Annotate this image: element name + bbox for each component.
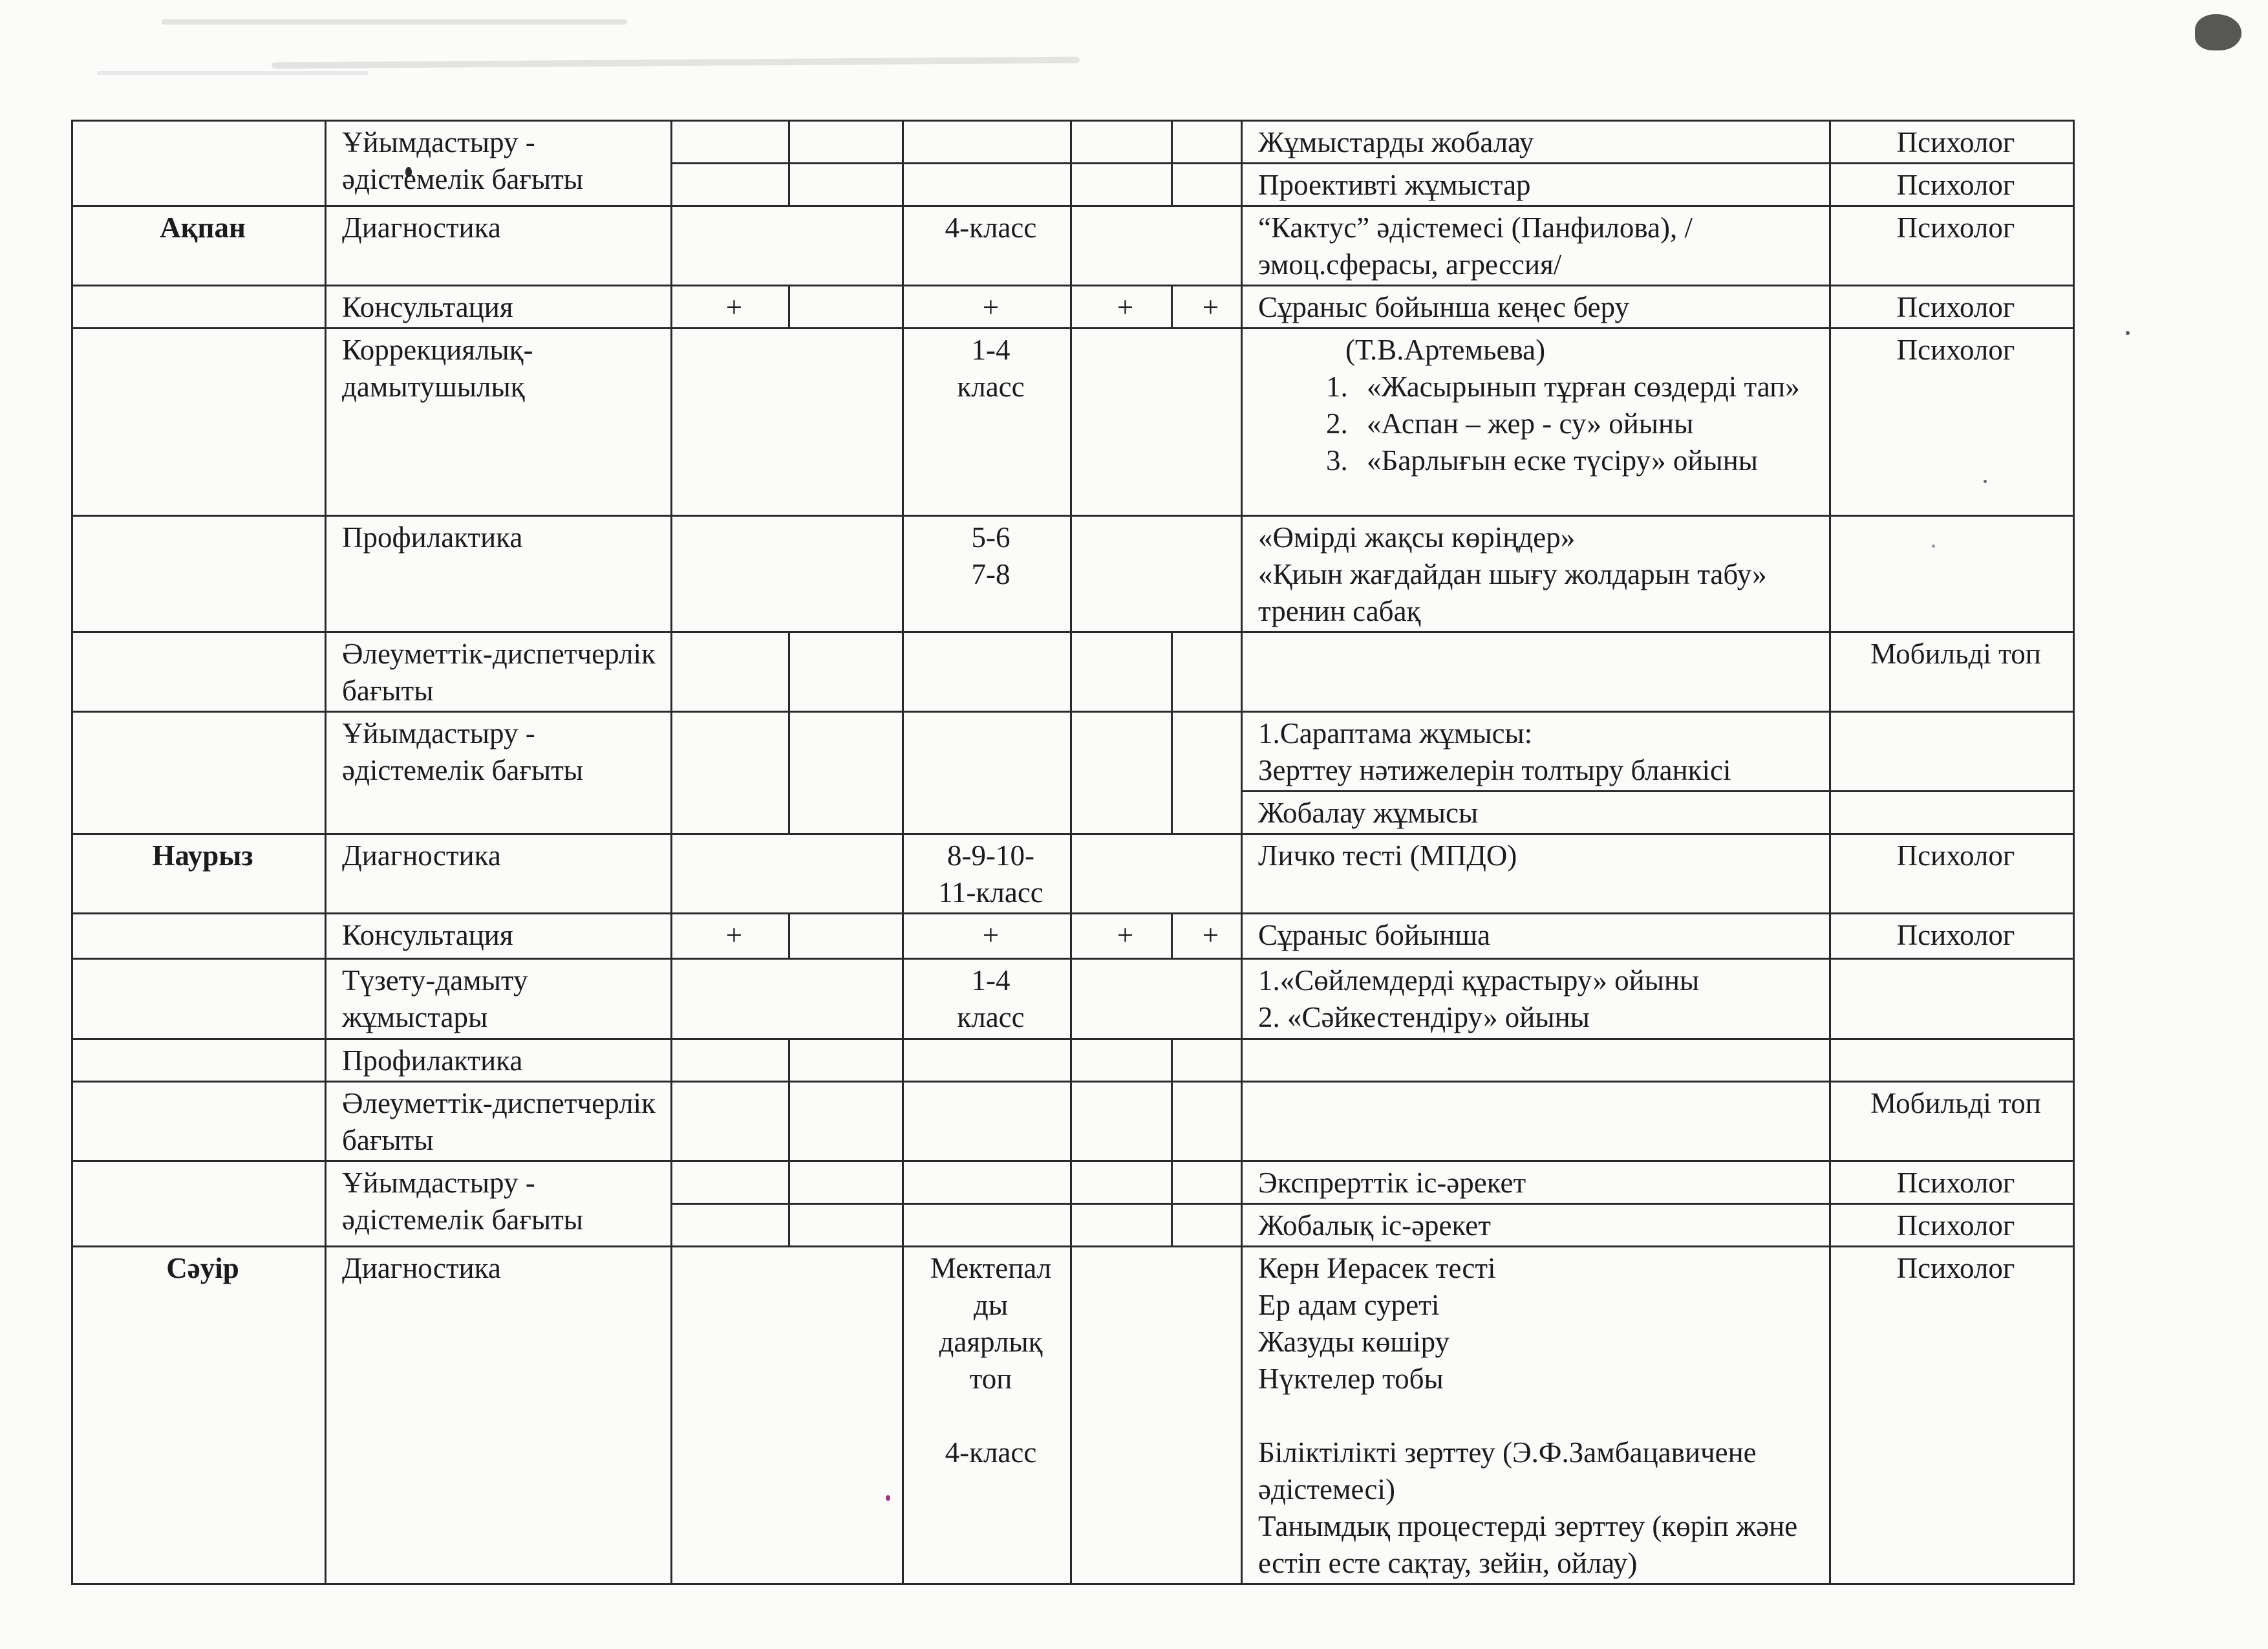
responsible-cell: Психолог	[1830, 1247, 2074, 1584]
responsible-cell	[1830, 792, 2074, 834]
responsible-cell: Психолог	[1830, 286, 2074, 329]
responsible-cell	[1830, 959, 2074, 1039]
table-row	[72, 1039, 2074, 1082]
direction-cell: Әлеуметтік-диспетчерлік бағыты	[326, 632, 672, 712]
table-row	[72, 959, 2074, 1039]
grade-cell: 5-6 7-8	[903, 516, 1071, 632]
table-row	[72, 632, 2074, 712]
grade-cell: Мектепал ды даярлық топ 4-класс	[903, 1247, 1071, 1584]
games-list	[1258, 369, 1821, 479]
work-cell: Керн Иерасек тесті Ер адам суреті Жазуды көшіру Нүктелер тобы Біліктілікті зерттеу (Э.Ф.Замбацавичене әдістемесі) Танымдық процестерді зерттеу (көріп және естіп есте сақтау, зейін, ойлау)	[1242, 1247, 1830, 1584]
month-cell	[72, 1082, 326, 1161]
table-row	[72, 712, 2074, 792]
list-item: 3. «Барлығын еске түсіру» ойыны	[1355, 442, 1821, 479]
month-cell	[72, 1039, 326, 1082]
responsible-cell: Психолог	[1830, 834, 2074, 914]
month-cell: Ақпан	[72, 206, 326, 286]
table-row	[72, 121, 2074, 164]
direction-cell: Ұйымдастыру - әдістемелік бағыты	[326, 1161, 672, 1247]
grade-cell: 1-4 класс	[903, 329, 1071, 516]
table-row	[72, 914, 2074, 959]
work-cell: 1.«Сөйлемдерді құрастыру» ойыны 2. «Сәйкестендіру» ойыны	[1242, 959, 1830, 1039]
scan-smudge	[272, 57, 1080, 69]
responsible-cell: Психолог	[1830, 121, 2074, 164]
direction-cell: Профилактика	[326, 516, 672, 632]
responsible-cell	[1830, 712, 2074, 792]
month-cell	[72, 632, 326, 712]
plus-mark: +	[903, 914, 1071, 959]
responsible-cell: Психолог	[1830, 1161, 2074, 1204]
work-cell: Сұраныс бойынша кеңес беру	[1242, 286, 1830, 329]
plus-mark: +	[672, 286, 789, 329]
table-row	[72, 834, 2074, 914]
month-cell	[72, 286, 326, 329]
plus-mark: +	[1071, 914, 1172, 959]
work-cell: «Өмірді жақсы көріңдер» «Қиын жағдайдан шығу жолдарын табу» тренин сабақ	[1242, 516, 1830, 632]
month-cell: Сәуір	[72, 1247, 326, 1584]
table-row	[72, 1161, 2074, 1204]
plus-mark: +	[672, 914, 789, 959]
responsible-cell: Психолог	[1830, 329, 2074, 516]
work-cell: 1.Сараптама жұмысы: Зерттеу нәтижелерін толтыру бланкісі	[1242, 712, 1830, 792]
responsible-cell: Психолог	[1830, 1204, 2074, 1247]
responsible-cell: Мобильді топ	[1830, 1082, 2074, 1161]
grade-cell: 8-9-10- 11-класс	[903, 834, 1071, 914]
plus-mark: +	[903, 286, 1071, 329]
plus-mark: +	[1071, 286, 1172, 329]
work-cell: “Кактус” әдістемесі (Панфилова), /эмоц.сферасы, агрессия/	[1242, 206, 1830, 286]
grade-cell: 1-4 класс	[903, 959, 1071, 1039]
plus-mark: +	[1172, 286, 1242, 329]
work-cell	[1242, 1039, 1830, 1082]
month-cell	[72, 516, 326, 632]
work-cell: Экспрерттік іс-әрекет	[1242, 1161, 1830, 1204]
month-cell	[72, 712, 326, 834]
responsible-cell: Психолог	[1830, 164, 2074, 206]
work-cell: Жобалау жұмысы	[1242, 792, 1830, 834]
month-cell	[72, 329, 326, 516]
month-cell	[72, 959, 326, 1039]
direction-cell: Диагностика	[326, 834, 672, 914]
scan-smudge	[97, 71, 369, 75]
direction-cell: Профилактика	[326, 1039, 672, 1082]
ink-blot	[2195, 14, 2241, 50]
table-row	[72, 1082, 2074, 1161]
responsible-cell: Психолог	[1830, 914, 2074, 959]
table-row	[72, 1247, 2074, 1584]
table-row	[72, 516, 2074, 632]
direction-cell: Консультация	[326, 914, 672, 959]
work-plan-table	[71, 120, 2075, 1585]
direction-cell: Консультация	[326, 286, 672, 329]
list-item: 2. «Аспан – жер - су» ойыны	[1355, 405, 1821, 442]
work-cell	[1242, 329, 1830, 516]
responsible-cell	[1830, 1039, 2074, 1082]
responsible-cell: Мобильді топ	[1830, 632, 2074, 712]
work-cell: Сұраныс бойынша	[1242, 914, 1830, 959]
work-cell: Жобалық іс-әрекет	[1242, 1204, 1830, 1247]
list-item: 1. «Жасырынып тұрған сөздерді тап»	[1355, 369, 1821, 405]
work-cell: Жұмыстарды жобалау	[1242, 121, 1830, 164]
direction-cell: Диагностика	[326, 1247, 672, 1584]
plus-mark: +	[1172, 914, 1242, 959]
ink-dot	[2126, 331, 2130, 335]
direction-cell: Әлеуметтік-диспетчерлік бағыты	[326, 1082, 672, 1161]
table-row	[72, 286, 2074, 329]
table-row	[72, 329, 2074, 516]
direction-cell: Ұйымдастыру - әдістемелік бағыты	[326, 712, 672, 834]
method-author: (Т.В.Артемьева)	[1345, 334, 1546, 366]
responsible-cell	[1830, 516, 2074, 632]
work-cell	[1242, 632, 1830, 712]
work-cell: Проективті жұмыстар	[1242, 164, 1830, 206]
direction-cell: Түзету-дамыту жұмыстары	[326, 959, 672, 1039]
month-cell	[72, 1161, 326, 1247]
month-cell	[72, 914, 326, 959]
responsible-cell: Психолог	[1830, 206, 2074, 286]
scan-smudge	[162, 19, 627, 25]
work-cell: Личко тесті (МПДО)	[1242, 834, 1830, 914]
grade-cell: 4-класс	[903, 206, 1071, 286]
direction-cell: Диагностика	[326, 206, 672, 286]
table-row	[72, 206, 2074, 286]
month-cell: Наурыз	[72, 834, 326, 914]
direction-cell: Ұйымдастыру - әдістемелік бағыты	[326, 121, 672, 206]
month-cell	[72, 121, 326, 206]
work-cell	[1242, 1082, 1830, 1161]
direction-cell: Коррекциялық-дамытушылық	[326, 329, 672, 516]
